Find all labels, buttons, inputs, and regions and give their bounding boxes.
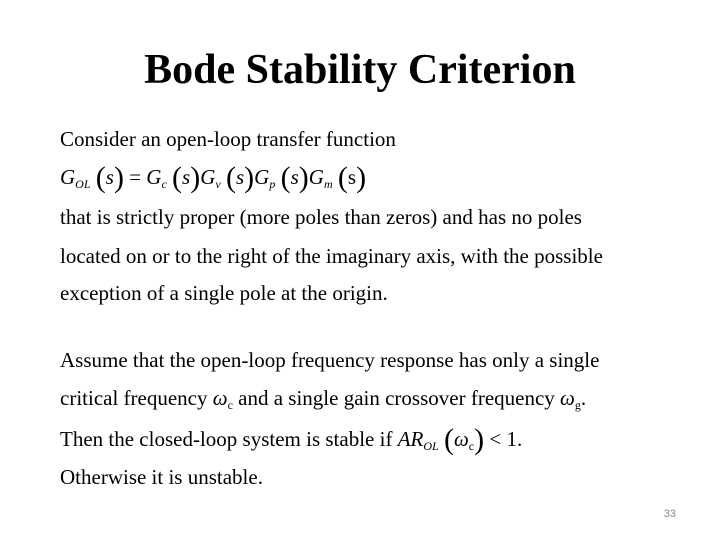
body-line-3: that is strictly proper (more poles than zeros) and has no poles <box>60 205 582 229</box>
eq-equals: = <box>129 165 142 189</box>
body-line-8: Then the closed-loop system is stable if $AR_{OL}$ (ωc) < 1. <box>60 423 523 456</box>
value-one: 1. <box>506 427 523 451</box>
eq-gp: $G_p$ <box>254 165 276 191</box>
body-line-6: Assume that the open-loop frequency response has only a single <box>60 348 600 372</box>
omega-c-arg: ωc <box>453 427 475 453</box>
eq-s1: s <box>105 165 114 189</box>
eq-gv: $G_v$ <box>200 165 221 191</box>
slide-title: Bode Stability Criterion <box>144 47 576 93</box>
eq-s3: s <box>235 165 245 189</box>
eq-s2: s <box>182 165 191 189</box>
body-line-7: critical frequency ωc and a single gain crossover frequency ωg. <box>60 386 587 412</box>
less-than: < <box>489 427 502 451</box>
ar-ol-symbol: $AR_{OL}$ <box>397 427 439 453</box>
body-line-5: exception of a single pole at the origin. <box>60 281 388 305</box>
body-line-9: Otherwise it is unstable. <box>60 465 263 489</box>
body-line-4: located on or to the right of the imaginary axis, with the possible <box>60 244 603 268</box>
eq-s4: s <box>290 165 299 189</box>
omega-c-symbol: ωc <box>212 386 233 412</box>
intro-text: Consider an open-loop transfer function <box>60 127 396 151</box>
eq-gm: $G_m$ <box>308 165 333 191</box>
eq-g-ol: $G_{OL}$ <box>60 165 91 191</box>
omega-g-symbol: ωg <box>560 386 581 412</box>
page-number: 33 <box>663 508 676 520</box>
eq-s5: s <box>347 165 357 189</box>
eq-gc: $G_c$ <box>146 165 167 191</box>
transfer-function-equation: $G_{OL}$ $(s) = G_c$ $(s)G_v$ $(s)G_p$ $(s)G_m$ (s) <box>60 161 367 194</box>
